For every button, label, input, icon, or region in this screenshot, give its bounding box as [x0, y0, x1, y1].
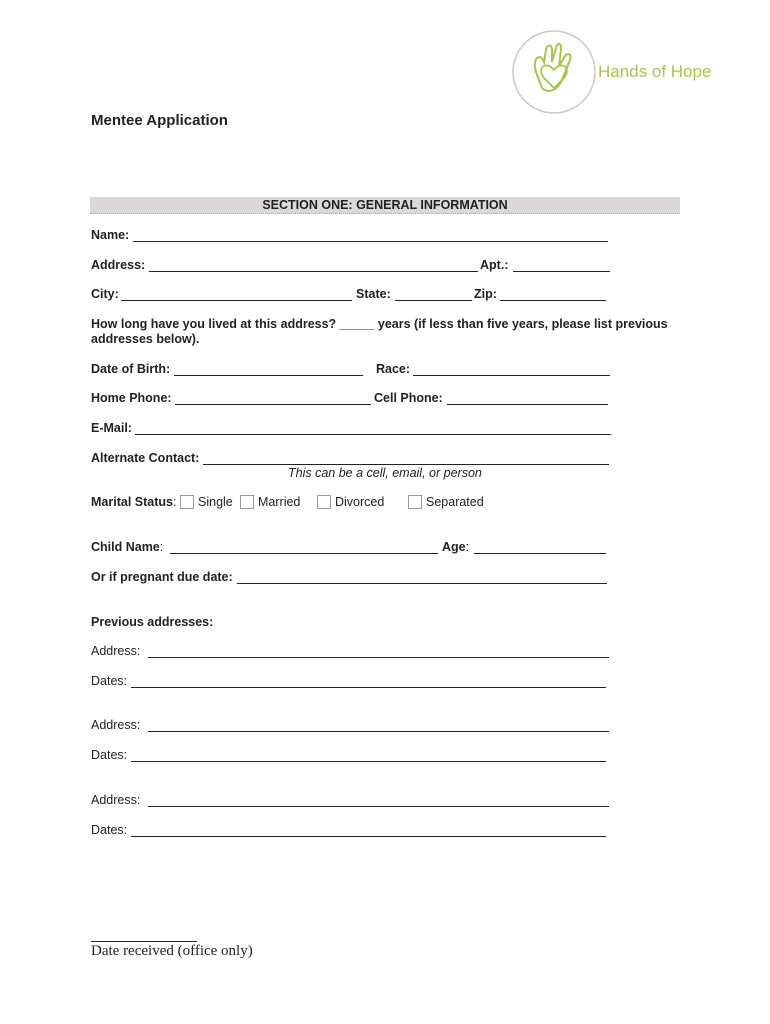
hands-heart-icon — [510, 28, 598, 118]
divorced-label: Divorced — [335, 495, 385, 509]
how-long-line-1: How long have you lived at this address? _____ years (if less than five years, please list previous — [91, 317, 668, 331]
separated-label: Separated — [426, 495, 484, 509]
email-field[interactable] — [135, 434, 611, 435]
home-phone-label: Home Phone: — [91, 391, 172, 405]
race-label: Race: — [376, 362, 411, 376]
page-title: Mentee Application — [91, 112, 228, 129]
prev-dates-1-label: Dates: — [91, 674, 128, 688]
home-phone-field[interactable] — [175, 404, 371, 405]
cell-phone-field[interactable] — [447, 404, 608, 405]
cell-phone-label: Cell Phone: — [374, 391, 443, 405]
prev-address-1-field[interactable] — [148, 657, 609, 658]
section-header: SECTION ONE: GENERAL INFORMATION — [90, 197, 680, 214]
name-label: Name: — [91, 228, 130, 242]
prev-address-3-label: Address: — [91, 793, 141, 807]
separated-checkbox[interactable] — [408, 495, 422, 509]
alt-contact-label: Alternate Contact: — [91, 451, 200, 465]
apt-field[interactable] — [513, 271, 610, 272]
single-label: Single — [198, 495, 233, 509]
married-label: Married — [258, 495, 301, 509]
dob-field[interactable] — [174, 375, 363, 376]
address-field[interactable] — [149, 271, 478, 272]
city-label: City: — [91, 287, 119, 301]
previous-addresses-heading: Previous addresses: — [91, 615, 214, 629]
dob-label: Date of Birth: — [91, 362, 171, 376]
prev-address-1-label: Address: — [91, 644, 141, 658]
name-field[interactable] — [133, 241, 608, 242]
marital-status-label: Marital Status: — [91, 495, 177, 509]
zip-field[interactable] — [500, 300, 606, 301]
child-name-field[interactable] — [170, 553, 438, 554]
apt-label: Apt.: — [480, 258, 509, 272]
prev-dates-1-field[interactable] — [131, 687, 606, 688]
state-label: State: — [356, 287, 391, 301]
prev-dates-2-field[interactable] — [131, 761, 606, 762]
due-date-label: Or if pregnant due date: — [91, 570, 233, 584]
age-field[interactable] — [474, 553, 606, 554]
prev-address-2-field[interactable] — [148, 731, 609, 732]
prev-address-3-field[interactable] — [148, 806, 609, 807]
date-received-field[interactable] — [91, 941, 197, 942]
divorced-checkbox[interactable] — [317, 495, 331, 509]
age-label: Age: — [442, 540, 470, 554]
prev-dates-3-field[interactable] — [131, 836, 606, 837]
alt-contact-field[interactable] — [203, 464, 609, 465]
city-field[interactable] — [121, 300, 352, 301]
race-field[interactable] — [413, 375, 610, 376]
logo-text: Hands of Hope — [598, 62, 712, 81]
address-label: Address: — [91, 258, 146, 272]
state-field[interactable] — [395, 300, 472, 301]
prev-dates-3-label: Dates: — [91, 823, 128, 837]
child-name-label: Child Name: — [91, 540, 164, 554]
zip-label: Zip: — [474, 287, 497, 301]
how-long-line-2: addresses below). — [91, 332, 200, 346]
email-label: E-Mail: — [91, 421, 132, 435]
due-date-field[interactable] — [237, 583, 607, 584]
alt-contact-note: This can be a cell, email, or person — [288, 466, 482, 480]
prev-dates-2-label: Dates: — [91, 748, 128, 762]
married-checkbox[interactable] — [240, 495, 254, 509]
prev-address-2-label: Address: — [91, 718, 141, 732]
single-checkbox[interactable] — [180, 495, 194, 509]
date-received-label: Date received (office only) — [91, 943, 253, 959]
